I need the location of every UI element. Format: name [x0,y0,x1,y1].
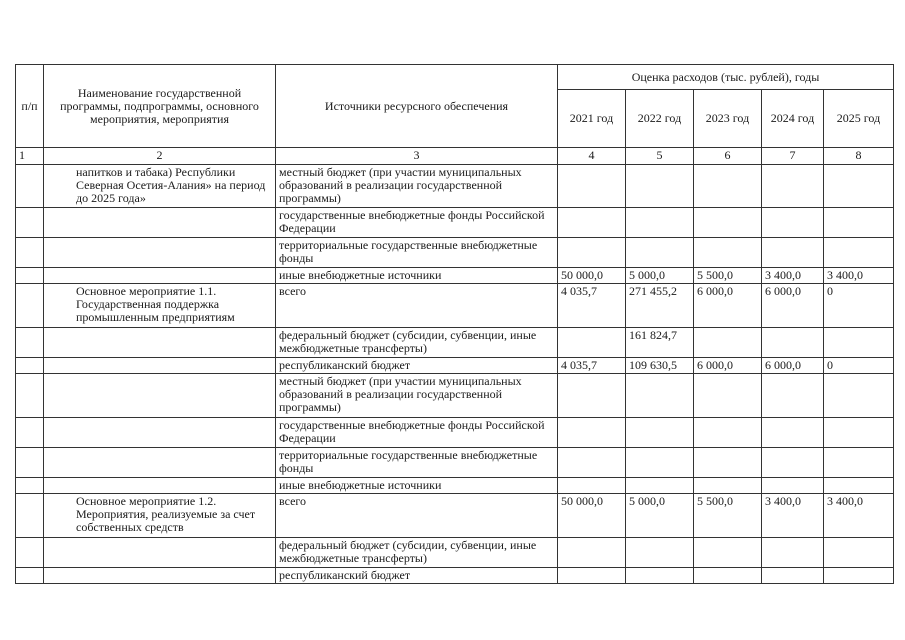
value-cell: 0 [824,284,894,328]
value-cell: 4 035,7 [558,284,626,328]
column-number: 8 [824,148,894,165]
value-cell: 3 400,0 [762,494,824,538]
header-program-name: Наименование государственной программы, подпрограммы, основного мероприятия, мероприятия [44,65,276,148]
column-number: 5 [626,148,694,165]
value-cell [558,448,626,478]
table-row [16,208,894,238]
value-cell [824,328,894,358]
table-row [16,478,894,494]
value-cell [626,418,694,448]
source-cell: иные внебюджетные источники [276,478,558,494]
value-cell [558,238,626,268]
value-cell: 4 035,7 [558,358,626,374]
header-year-2022: 2022 год [626,90,694,148]
value-cell [626,448,694,478]
source-cell: республиканский бюджет [276,358,558,374]
source-cell: государственные внебюджетные фонды Российской Федерации [276,418,558,448]
value-cell [626,568,694,584]
value-cell [762,328,824,358]
row-number-cell [16,238,44,268]
source-cell: местный бюджет (при участии муниципальных образований в реализации государственной программы) [276,165,558,208]
source-cell: местный бюджет (при участии муниципальных образований в реализации государственной программы) [276,374,558,418]
table-row [16,374,894,418]
value-cell [824,238,894,268]
source-cell: всего [276,284,558,328]
row-number-cell [16,478,44,494]
source-cell: территориальные государственные внебюджетные фонды [276,238,558,268]
value-cell [694,478,762,494]
expenditure-table [15,64,894,584]
value-cell [626,478,694,494]
value-cell [558,418,626,448]
program-name-cell: Основное мероприятие 1.1. Государственная поддержка промышленным предприятиям [44,284,276,328]
row-number-cell [16,448,44,478]
column-number: 2 [44,148,276,165]
value-cell [558,328,626,358]
value-cell: 161 824,7 [626,328,694,358]
program-name-cell [44,448,276,478]
value-cell: 6 000,0 [694,358,762,374]
column-number: 6 [694,148,762,165]
value-cell [824,208,894,238]
value-cell: 5 000,0 [626,268,694,284]
header-year-2021: 2021 год [558,90,626,148]
program-name-cell [44,478,276,494]
table-row [16,238,894,268]
source-cell: иные внебюджетные источники [276,268,558,284]
table-row [16,418,894,448]
value-cell: 5 000,0 [626,494,694,538]
value-cell [626,538,694,568]
table-row [16,284,894,328]
program-name-cell [44,208,276,238]
source-cell: всего [276,494,558,538]
value-cell [694,238,762,268]
row-number-cell [16,494,44,538]
source-cell: федеральный бюджет (субсидии, субвенции, иные межбюджетные трансферты) [276,328,558,358]
value-cell [694,208,762,238]
value-cell [694,165,762,208]
program-name-cell [44,358,276,374]
table-row [16,358,894,374]
row-number-cell [16,418,44,448]
value-cell [558,374,626,418]
program-name-cell [44,418,276,448]
table-row [16,268,894,284]
value-cell [762,238,824,268]
value-cell: 5 500,0 [694,268,762,284]
source-cell: республиканский бюджет [276,568,558,584]
program-name-cell: напитков и табака) Республики Северная Осетия-Алания» на период до 2025 года» [44,165,276,208]
row-number-cell [16,328,44,358]
row-number-cell [16,538,44,568]
table-row [16,494,894,538]
value-cell [626,165,694,208]
value-cell [626,208,694,238]
value-cell [694,538,762,568]
value-cell [824,418,894,448]
value-cell: 5 500,0 [694,494,762,538]
column-number: 1 [16,148,44,165]
value-cell [762,374,824,418]
program-name-cell [44,568,276,584]
table-row [16,448,894,478]
column-number: 3 [276,148,558,165]
row-number-cell [16,165,44,208]
value-cell [824,538,894,568]
value-cell: 6 000,0 [762,284,824,328]
value-cell: 3 400,0 [824,268,894,284]
value-cell [626,238,694,268]
value-cell [694,418,762,448]
row-number-cell [16,568,44,584]
value-cell [824,568,894,584]
table-row [16,328,894,358]
header-np: п/п [16,65,44,148]
value-cell [762,568,824,584]
value-cell [762,448,824,478]
program-name-cell [44,268,276,284]
value-cell: 109 630,5 [626,358,694,374]
row-number-cell [16,284,44,328]
value-cell [762,208,824,238]
column-number-row [16,148,894,165]
column-number: 7 [762,148,824,165]
row-number-cell [16,268,44,284]
value-cell [824,165,894,208]
value-cell [694,328,762,358]
source-cell: территориальные государственные внебюджетные фонды [276,448,558,478]
value-cell [824,374,894,418]
value-cell [558,208,626,238]
value-cell [824,478,894,494]
value-cell [558,538,626,568]
value-cell [626,374,694,418]
value-cell: 6 000,0 [762,358,824,374]
value-cell: 6 000,0 [694,284,762,328]
value-cell [694,568,762,584]
program-name-cell [44,238,276,268]
value-cell [694,374,762,418]
value-cell [824,448,894,478]
row-number-cell [16,358,44,374]
program-name-cell [44,538,276,568]
value-cell [694,448,762,478]
value-cell: 271 455,2 [626,284,694,328]
row-number-cell [16,208,44,238]
value-cell [762,538,824,568]
column-number: 4 [558,148,626,165]
value-cell [762,418,824,448]
program-name-cell: Основное мероприятие 1.2. Мероприятия, реализуемые за счет собственных средств [44,494,276,538]
value-cell: 50 000,0 [558,268,626,284]
value-cell [762,165,824,208]
value-cell: 3 400,0 [824,494,894,538]
value-cell [762,478,824,494]
value-cell [558,165,626,208]
value-cell: 3 400,0 [762,268,824,284]
source-cell: государственные внебюджетные фонды Российской Федерации [276,208,558,238]
table-row [16,165,894,208]
table-row [16,568,894,584]
program-name-cell [44,328,276,358]
header-year-2024: 2024 год [762,90,824,148]
value-cell [558,568,626,584]
value-cell: 0 [824,358,894,374]
row-number-cell [16,374,44,418]
value-cell [558,478,626,494]
header-year-2025: 2025 год [824,90,894,148]
value-cell: 50 000,0 [558,494,626,538]
source-cell: федеральный бюджет (субсидии, субвенции, иные межбюджетные трансферты) [276,538,558,568]
header-estimate: Оценка расходов (тыс. рублей), годы [558,65,894,90]
header-source: Источники ресурсного обеспечения [276,65,558,148]
header-year-2023: 2023 год [694,90,762,148]
program-name-cell [44,374,276,418]
table-row [16,538,894,568]
